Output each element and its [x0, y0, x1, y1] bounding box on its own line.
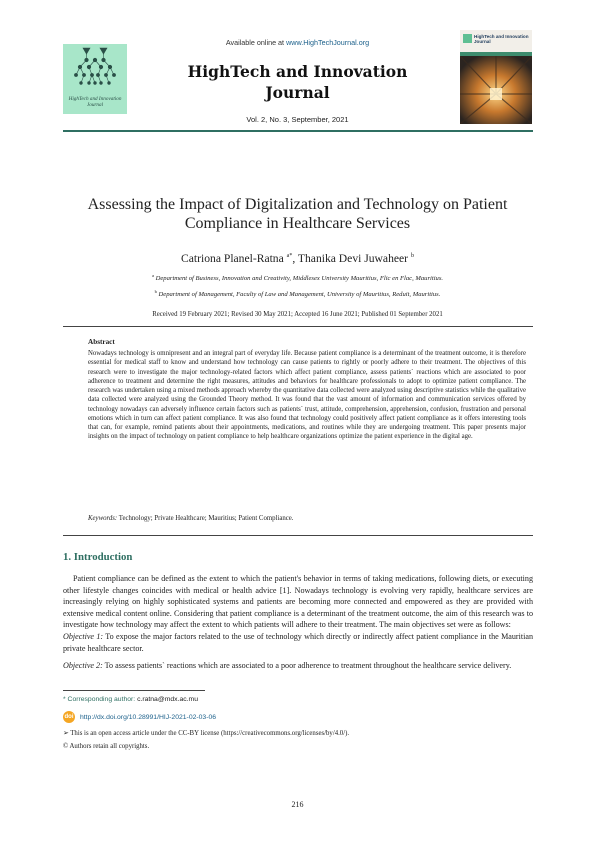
corresponding-author-email[interactable]: c.ratna@mdx.ac.mu	[137, 696, 198, 703]
author-list	[0, 252, 595, 265]
journal-title-line2: Journal	[265, 83, 330, 102]
header-divider	[63, 130, 533, 132]
objective-2-text: To assess patients` reactions which are associated to a poor adherence to treatment throughout the healthcare service delivery.	[104, 661, 512, 670]
logo-text-line2: Journal	[86, 102, 104, 109]
objective-1-text: To expose the major factors related to the use of technology which directly or indirectly affect patient compliance in the Mauritian private healthcare sector.	[63, 632, 533, 653]
objective-2-label: Objective 2:	[63, 661, 103, 670]
affiliation-a-mark: a	[151, 273, 154, 278]
keywords-line	[88, 515, 528, 522]
affiliation-b-text: Department of Management, Faculty of Law and Management, University of Mauritius, Reduit, Mauritius.	[158, 291, 441, 298]
abstract-heading: Abstract	[88, 338, 115, 346]
objective-2	[63, 660, 533, 672]
corresponding-author-label: * Corresponding author:	[63, 696, 136, 703]
journal-title-line1: HighTech and Innovation	[187, 62, 408, 81]
cover-title-line1: HighTech and Innovation	[474, 34, 529, 39]
introduction-paragraph: Patient compliance can be defined as the extent to which the patient's behavior in terms of taking medications, following diets, or executing other lifestyle changes coincides with medical or health advice [1]. Nowadays technology is evolving very rapidly, healthcare services are increasingly relying on highly sophisticated systems and patients are becoming more connected and empowered as they are provided with extensive medical content online. Considering that patient compliance is a determinant of the treatment outcome, the aim of this research was to investigate how technology may affect the extent to which patients will adhere to their treatment. The main objectives set were as follows:	[63, 574, 533, 629]
affiliation-b	[0, 289, 595, 298]
footnote-divider	[63, 690, 205, 691]
journal-cover-image	[460, 30, 532, 124]
volume-issue: Vol. 2, No. 3, September, 2021	[246, 115, 349, 124]
abstract-top-divider	[63, 326, 533, 327]
keywords-text: Technology; Private Healthcare; Mauritius; Patient Compliance.	[118, 515, 294, 522]
doi-icon: doi	[63, 711, 75, 723]
cover-artwork-icon	[460, 56, 532, 124]
affiliation-a	[0, 273, 595, 282]
doi-row	[63, 711, 216, 723]
author-1-affiliation-mark: a*	[286, 253, 293, 259]
objective-1-label: Objective 1:	[63, 632, 104, 641]
doi-link[interactable]: http://dx.doi.org/10.28991/HIJ-2021-02-03-06	[80, 713, 217, 721]
objective-1	[63, 631, 533, 654]
affiliation-a-text: Department of Business, Innovation and Creativity, Middlesex University Mauritius, Flic en Flac, Mauritius.	[155, 275, 444, 282]
author-2-affiliation-mark: b	[410, 253, 414, 259]
page-number: 216	[291, 800, 304, 809]
cover-logo-icon	[463, 34, 472, 43]
copyright-note: © Authors retain all copyrights.	[63, 743, 150, 750]
abstract-body: Nowadays technology is omnipresent and an integral part of everyday life. Because patient compliance is a determinant of the treatment outcome, it is therefore essential for medical staff to know and understand how technology can cause patients to rightly or poorly adhere to their treatment. The objectives of this research were to investigate the major technology-related factors which affect patient compliance, assess patients` reactions which are associated to poor adherence to treatment and determine the right measures, attitudes and behaviors for healthcare professionals to adopt to optimize patient compliance. The research was undertaken using a mixed methods approach whereby the quantitative data collected were analyzed using descriptive statistics while the qualitative data collected were analyzed using the Grounded Theory method. It was found that the vast amount of information and communication services offered by technology nowadays can adversely influence certain factors such as patients` trust, attitude, comprehension, apprehension, confusion, frustration and personal emotions which in turn can affect patient compliance. It was also found that technology could positively affect patient compliance as it offers interesting tools that can, for example, remind patients about their appointments, medications, and routines while they are undergoing treatment. This paper presents major insights on the impact of technology on patient compliance to help healthcare organizations optimize the patient experience in the digital age.	[88, 350, 526, 441]
license-note: ➢ This is an open access article under the CC-BY license (https://creativecommons.org/licenses/by/4.0/).	[63, 730, 350, 737]
affiliation-b-mark: b	[154, 289, 157, 294]
available-prefix: Available online at	[225, 38, 285, 47]
cover-header	[460, 30, 532, 52]
article-history-dates: Received 19 February 2021; Revised 30 May 2021; Accepted 16 June 2021; Published 01 September 2021	[152, 311, 443, 318]
author-2: Thanika Devi Juwaheer	[297, 252, 409, 265]
author-1: Catriona Planel-Ratna	[181, 252, 284, 265]
abstract-bottom-divider	[63, 535, 533, 536]
paper-title: Assessing the Impact of Digitalization and Technology on Patient Compliance in Healthcare Services	[87, 196, 508, 232]
logo-text-line1: HighTech and Innovation	[68, 96, 122, 102]
journal-website-link[interactable]: www.HighTechJournal.org	[286, 38, 370, 47]
author-separator: ,	[292, 252, 298, 265]
cover-title-line2: Journal	[474, 39, 491, 45]
section-heading-introduction: 1. Introduction	[63, 551, 133, 563]
cover-title	[474, 34, 530, 45]
keywords-label: Keywords:	[88, 515, 118, 522]
corresponding-author-note	[63, 696, 198, 703]
